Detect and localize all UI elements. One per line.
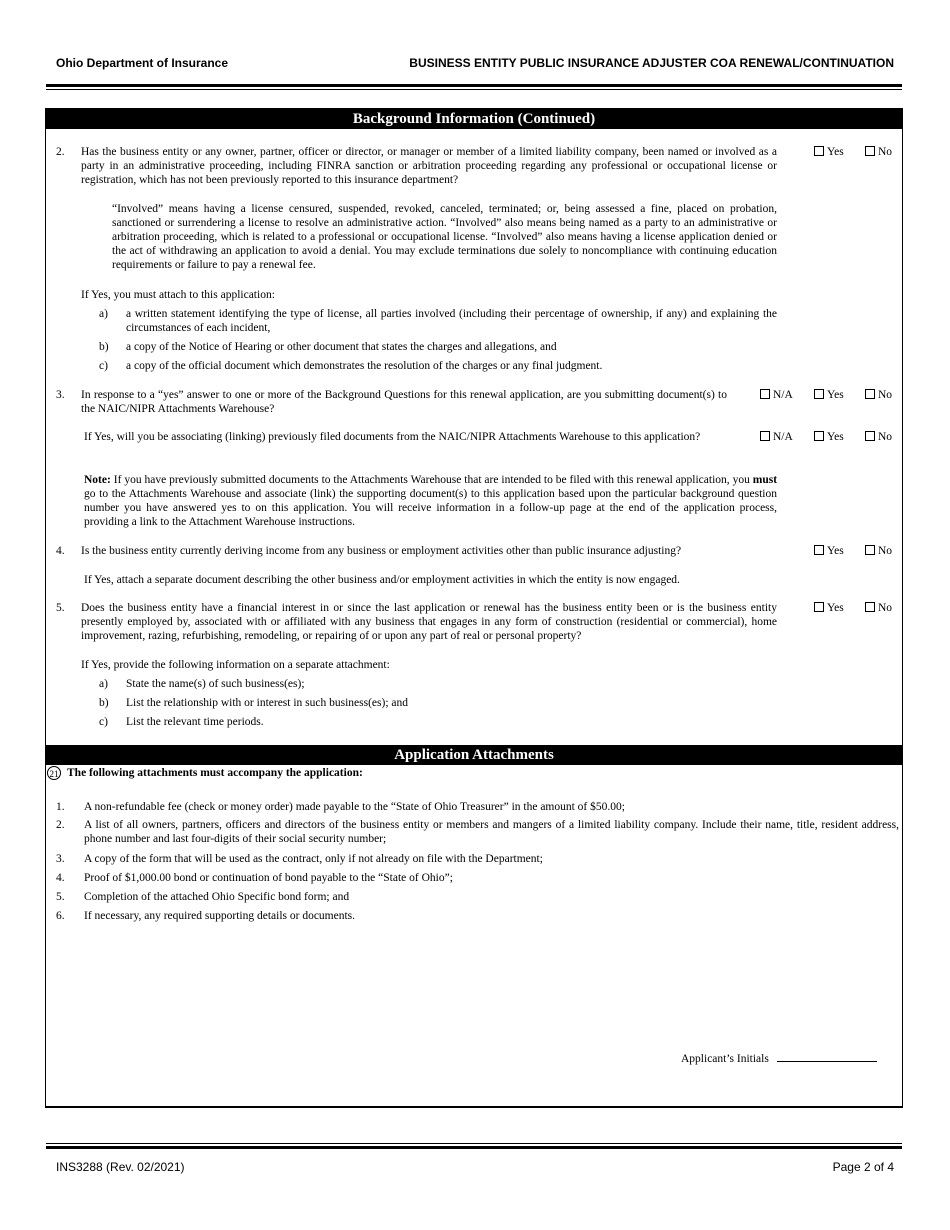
- form-frame: [45, 108, 903, 1108]
- q3-yes-checkbox[interactable]: [814, 388, 844, 402]
- note-text-a: If you have previously submitted documents to the Attachments Warehouse that are intended to be filed with this renewal application, you: [113, 474, 750, 486]
- checkbox-icon: [865, 146, 875, 156]
- q3-na-checkbox[interactable]: [760, 388, 793, 402]
- attachment-6: If necessary, any required supporting details or documents.: [84, 910, 356, 922]
- attachments-intro: [47, 766, 363, 780]
- attachment-1: A non-refundable fee (check or money order) made payable to the “State of Ohio Treasurer” in the amount of $50.00;: [84, 801, 625, 813]
- q3-note: [84, 473, 777, 529]
- checkbox-icon: [760, 389, 770, 399]
- attachment-2-number: 2.: [56, 819, 65, 831]
- q2-item-c: a copy of the official document which demonstrates the resolution of the charges or any final judgment.: [126, 360, 603, 372]
- q4-if-yes: If Yes, attach a separate document describing the other business and/or employment activities in which the entity is now engaged.: [84, 574, 680, 586]
- q5-text: Does the business entity have a financial interest in or since the last application or renewal has the business entity been or is the business entity presently employed by, associated with or affiliated with any business that engages in any form of construction (residential or commercial), home improvement, razing, refurbishing, remodeling, or repairing of or upon any part of real or personal property?: [81, 602, 777, 642]
- q5-item-a: State the name(s) of such business(es);: [126, 678, 305, 690]
- note-label: Note:: [84, 474, 111, 486]
- na-label: N/A: [773, 389, 793, 401]
- q2-item-a: a written statement identifying the type of license, all parties involved (including their percentage of ownership, if any) and explaining the circumstances of each incident,: [126, 308, 777, 334]
- q2-text: Has the business entity or any owner, partner, officer or director, or manager or member of a limited liability company, been named or involved as a party in an administrative proceeding, including FINRA sanction or arbitration proceeding regarding any professional or occupational license or registration, which has not been previously reported to this insurance department?: [81, 146, 777, 186]
- yes-label: Yes: [827, 545, 844, 557]
- checkbox-icon: [814, 431, 824, 441]
- q5-item-a-letter: a): [99, 678, 108, 690]
- header-rule-thick: [46, 84, 902, 87]
- checkbox-icon: [814, 389, 824, 399]
- checkbox-icon: [814, 146, 824, 156]
- attachment-4-number: 4.: [56, 872, 65, 884]
- checkbox-icon: [814, 602, 824, 612]
- q3-sub-na-checkbox[interactable]: [760, 430, 793, 444]
- q2-if-yes: If Yes, you must attach to this application:: [81, 289, 275, 301]
- q2-item-c-letter: c): [99, 360, 108, 372]
- checkbox-icon: [865, 545, 875, 555]
- q4-text: Is the business entity currently deriving income from any business or employment activities other than public insurance adjusting?: [81, 545, 682, 557]
- attachment-4: Proof of $1,000.00 bond or continuation of bond payable to the “State of Ohio”;: [84, 872, 453, 884]
- attachment-6-number: 6.: [56, 910, 65, 922]
- note-text-b: go to the Attachments Warehouse and associate (link) the supporting document(s) to this application based upon the particular background question number you have answered yes to on this application. You will receive information in a follow-up page at the end of the application process, providing a link to the Attachment Warehouse instructions.: [84, 488, 777, 528]
- q5-if-yes: If Yes, provide the following information on a separate attachment:: [81, 659, 390, 671]
- no-label: No: [878, 602, 893, 614]
- header-rule-thin: [46, 89, 902, 90]
- checkbox-icon: [760, 431, 770, 441]
- footer-rule-thin: [46, 1143, 902, 1144]
- yes-label: Yes: [827, 431, 844, 443]
- na-label: N/A: [773, 431, 793, 443]
- item-number-badge: 21: [47, 766, 61, 780]
- attachment-3-number: 3.: [56, 853, 65, 865]
- q2-item-a-letter: a): [99, 308, 108, 320]
- checkbox-icon: [865, 389, 875, 399]
- footer-page-number: Page 2 of 4: [832, 1160, 894, 1174]
- yes-label: Yes: [827, 146, 844, 158]
- q2-involved-definition: “Involved” means having a license censured, suspended, revoked, canceled, terminated; or, being assessed a fine, placed on probation, sanctioned or surrendering a license to resolve an administrative action. “Involved” also means being named as a party to an administrative or arbitration proceeding, which is related to a professional or occupational license. “Involved” also means having a license application denied or the act of withdrawing an application to avoid a denial. You may exclude terminations due solely to noncompliance with continuing education requirements or failure to pay a renewal fee.: [112, 203, 777, 271]
- footer-form-id: INS3288 (Rev. 02/2021): [56, 1160, 185, 1174]
- no-label: No: [878, 431, 893, 443]
- background-section-header: Background Information (Continued): [46, 109, 902, 129]
- q4-number: 4.: [56, 545, 65, 557]
- q5-number: 5.: [56, 602, 65, 614]
- header-form-title: BUSINESS ENTITY PUBLIC INSURANCE ADJUSTER COA RENEWAL/CONTINUATION: [409, 56, 894, 70]
- q5-item-b: List the relationship with or interest in such business(es); and: [126, 697, 409, 709]
- q5-yes-checkbox[interactable]: [814, 601, 844, 615]
- attachment-5: Completion of the attached Ohio Specific bond form; and: [84, 891, 350, 903]
- attachment-2: A list of all owners, partners, officers and directors of the business entity or members and mangers of a limited liability company. Include their name, title, resident address, phone number and last four-digits of their social security number;: [84, 819, 899, 845]
- q3-no-checkbox[interactable]: [865, 388, 892, 402]
- q5-item-c: List the relevant time periods.: [126, 716, 264, 728]
- note-must: must: [752, 474, 778, 486]
- q3-sub-yes-checkbox[interactable]: [814, 430, 844, 444]
- checkbox-icon: [865, 602, 875, 612]
- applicant-initials-field[interactable]: [777, 1051, 877, 1062]
- q5-no-checkbox[interactable]: [865, 601, 892, 615]
- attachment-3: A copy of the form that will be used as the contract, only if not already on file with the Department;: [84, 853, 543, 865]
- q2-no-checkbox[interactable]: [865, 145, 892, 159]
- checkbox-icon: [814, 545, 824, 555]
- no-label: No: [878, 146, 893, 158]
- attachments-section-header: Application Attachments: [46, 745, 902, 765]
- q2-yes-checkbox[interactable]: [814, 145, 844, 159]
- q2-item-b: a copy of the Notice of Hearing or other document that states the charges and allegations, and: [126, 341, 557, 353]
- no-label: No: [878, 389, 893, 401]
- yes-label: Yes: [827, 389, 844, 401]
- attachments-intro-text: The following attachments must accompany the application:: [67, 767, 363, 779]
- applicant-initials-label: Applicant’s Initials: [681, 1053, 769, 1065]
- attachment-1-number: 1.: [56, 801, 65, 813]
- no-label: No: [878, 545, 893, 557]
- attachment-5-number: 5.: [56, 891, 65, 903]
- q4-yes-checkbox[interactable]: [814, 544, 844, 558]
- footer-rule-thick: [46, 1146, 902, 1149]
- q4-no-checkbox[interactable]: [865, 544, 892, 558]
- q3-sub-question: If Yes, will you be associating (linking) previously filed documents from the NAIC/NIPR Attachments Warehouse to this application?: [84, 431, 701, 443]
- q5-item-b-letter: b): [99, 697, 109, 709]
- checkbox-icon: [865, 431, 875, 441]
- q3-sub-no-checkbox[interactable]: [865, 430, 892, 444]
- q3-number: 3.: [56, 389, 65, 401]
- q2-item-b-letter: b): [99, 341, 109, 353]
- q3-text: In response to a “yes” answer to one or more of the Background Questions for this renewal application, are you submitting document(s) to the NAIC/NIPR Attachments Warehouse?: [81, 389, 727, 415]
- header-agency: Ohio Department of Insurance: [56, 56, 229, 70]
- applicant-initials: [681, 1051, 877, 1066]
- q2-number: 2.: [56, 146, 65, 158]
- yes-label: Yes: [827, 602, 844, 614]
- q5-item-c-letter: c): [99, 716, 108, 728]
